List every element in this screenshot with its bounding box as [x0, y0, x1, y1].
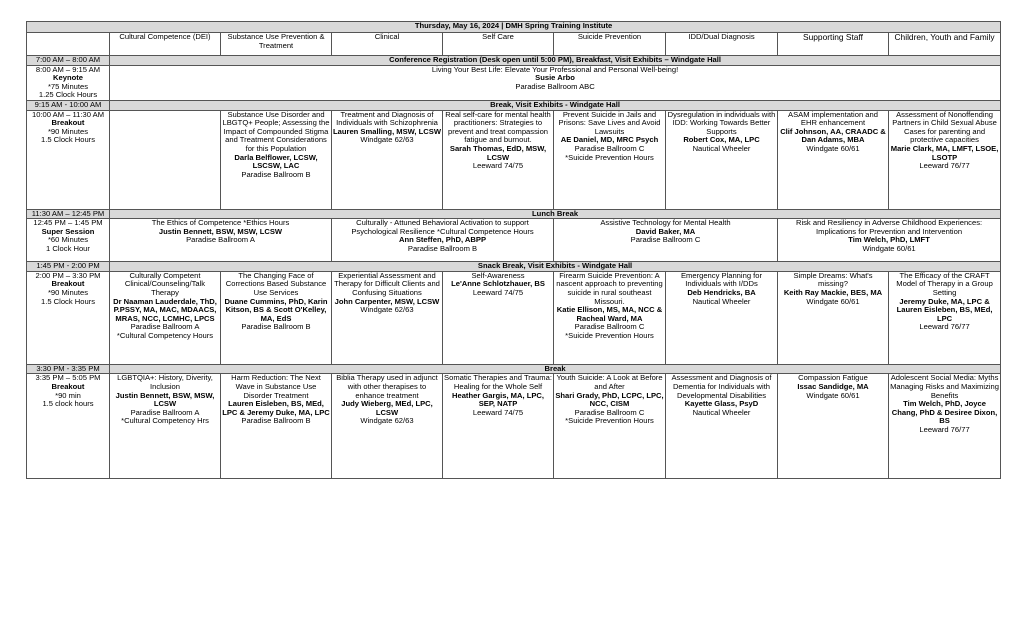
- session-room: Windgate 60/61: [806, 143, 860, 153]
- session-speaker: David Baker, MA: [635, 226, 696, 236]
- session-room: Nautical Wheeler: [692, 143, 751, 153]
- session-note: *Cultural Competency Hrs: [121, 416, 209, 426]
- break-label: Break, Visit Exhibits - Windgate Hall: [110, 100, 1001, 110]
- session-room: Paradise Ballroom A: [130, 322, 200, 332]
- clock-hours: 1.5 Clock Hours: [40, 296, 96, 306]
- time-range: 3:35 PM – 5:05 PM: [35, 373, 101, 383]
- keynote-row: [27, 65, 1001, 100]
- session-kind: Keynote: [53, 73, 83, 83]
- session-title: Simple Dreams: What's missing?: [793, 271, 873, 289]
- session-title: Assessment of Nonoffending Partners in Child Sexual Abuse Cases for parenting and protective capacities: [892, 110, 997, 145]
- session-title: Emergency Planning for Individuals with I/DDs: [680, 271, 763, 289]
- session-room: Leeward 74/75: [472, 407, 524, 417]
- session-cell: [332, 374, 443, 479]
- time-slot: 9:15 AM - 10:00 AM: [27, 100, 110, 110]
- session-kind: Breakout: [51, 381, 85, 391]
- session-speaker: Sarah Thomas, EdD, MSW, LCSW: [449, 143, 547, 162]
- session-cell: [666, 374, 778, 479]
- session-cell: [221, 271, 332, 364]
- session-cell: [443, 271, 554, 364]
- time-slot: [27, 110, 110, 209]
- session-title: Living Your Best Life: Elevate Your Professional and Personal Well-being!: [431, 65, 679, 74]
- session-title: Assessment and Diagnosis of Dementia for Individuals with Developmental Disabilities: [671, 373, 772, 400]
- session-kind: Super Session: [41, 226, 95, 236]
- time-range: 10:00 AM – 11:30 AM: [31, 110, 105, 119]
- session-title: The Ethics of Competence *Ethics Hours: [151, 218, 290, 228]
- session-room: Windgate 60/61: [806, 390, 860, 400]
- session-speaker: Issac Sandidge, MA: [797, 381, 869, 391]
- session-room: Paradise Ballroom A: [130, 407, 200, 417]
- session-cell: [110, 271, 221, 364]
- session-duration: *75 Minutes: [47, 81, 89, 91]
- session-room: Leeward 76/77: [919, 322, 970, 332]
- clock-hours: 1.5 Clock Hours: [40, 135, 96, 145]
- session-room: Windgate 60/61: [862, 243, 916, 253]
- session-speaker: Katie Ellison, MS, MA, NCC & Racheal Ward, MA: [556, 305, 663, 323]
- session-title: Self-Awareness: [471, 271, 525, 280]
- session-title: Biblia Therapy used in adjunct with other therapises to enhance treatment: [336, 373, 438, 400]
- registration-row: [27, 56, 1001, 66]
- session-cell: [554, 219, 778, 262]
- session-room: Paradise Ballroom C: [574, 322, 645, 332]
- session-title: Real self-care for mental health practitioners: Strategies to prevent and treat compassion fatigue and burnout.: [445, 110, 551, 145]
- session-cell: [221, 110, 332, 209]
- session-duration: *90 min: [55, 390, 81, 400]
- session-room: Paradise Ballroom B: [407, 243, 478, 253]
- track-header: Self Care: [443, 33, 554, 56]
- session-cell: [110, 374, 221, 479]
- session-speaker: Heather Gargis, MA, LPC, SEP, NATP: [452, 390, 544, 409]
- session-room: Paradise Ballroom C: [574, 143, 645, 153]
- session-speaker: Clif Johnson, AA, CRAADC & Dan Adams, MBA: [780, 126, 886, 145]
- track-header: Substance Use Prevention & Treatment: [221, 33, 332, 56]
- time-slot: [27, 271, 110, 364]
- track-header-row: [27, 33, 1001, 56]
- session-title: Culturally - Attuned Behavioral Activation to support Psychological Resilience *Cultural Competence Hours: [351, 218, 534, 236]
- session-speaker: Tim Welch, PhD, LMFT: [848, 235, 930, 245]
- session-room: Paradise Ballroom B: [241, 322, 311, 332]
- session-room: Windgate 60/61: [806, 296, 860, 306]
- session-note: *Cultural Competency Hours: [116, 330, 214, 340]
- session-kind: Breakout: [51, 279, 85, 289]
- session-title: Compassion Fatigue: [798, 373, 868, 383]
- track-header: Supporting Staff: [778, 33, 889, 56]
- breakout-row-3: [27, 374, 1001, 479]
- header-corner: [27, 33, 110, 56]
- session-speaker: John Carpenter, MSW, LCSW: [334, 296, 440, 306]
- session-room: Paradise Ballroom B: [241, 416, 311, 426]
- time-slot: 11:30 AM – 12:45 PM: [27, 209, 110, 219]
- session-speaker: Dr Naaman Lauderdale, ThD, P.PSSY, MA, MAC, MDAACS, MRAS, NCC, LCMHC, LPCS: [113, 296, 217, 323]
- break-label: Break: [110, 364, 1001, 374]
- session-speaker: Justin Bennett, BSW, MSW, LCSW: [158, 226, 283, 236]
- session-title: Dysregulation in individuals with IDD: Working Towards Better Supports: [667, 110, 776, 136]
- session-title: Treatment and Diagnosis of Individuals with Schizophrenia: [336, 110, 438, 128]
- track-header: Children, Youth and Family: [889, 33, 1001, 56]
- session-room: Nautical Wheeler: [692, 407, 751, 417]
- lunch-row: [27, 209, 1001, 219]
- track-header: IDD/Dual Diagnosis: [666, 33, 778, 56]
- session-title: Adolescent Social Media: Myths Managing Risks and Maximizing Benefits: [890, 373, 999, 400]
- session-title: Youth Suicide: A Look at Before and After: [556, 373, 663, 391]
- session-cell: [778, 110, 889, 209]
- session-speaker: Lauren Smalling, MSW, LCSW: [333, 126, 442, 136]
- clock-hours: 1.5 clock hours: [42, 399, 94, 409]
- session-title: Substance Use Disorder and LBGTQ+ People; Assessing the Impact of Compounded Stigma and Treatment Considerations for this Population: [222, 110, 330, 153]
- clock-hours: 1.25 Clock Hours: [38, 90, 98, 100]
- session-title: ASAM implementation and EHR enhancement: [788, 110, 878, 128]
- session-speaker: Marie Clark, MA, LMFT, LSOE, LSOTP: [890, 143, 999, 162]
- session-title: Harm Reduction: The Next Wave in Substance Use Disorder Treatment: [231, 373, 321, 400]
- session-cell: [443, 374, 554, 479]
- session-speaker: Robert Cox, MA, LPC: [683, 135, 760, 145]
- session-speaker: Shari Grady, PhD, LCPC, LPC, NCC, CISM: [555, 390, 664, 409]
- session-speaker: Le'Anne Schlotzhauer, BS: [451, 279, 545, 289]
- session-room: Leeward 74/75: [472, 161, 524, 171]
- time-range: 2:00 PM – 3:30 PM: [35, 271, 101, 280]
- session-cell: [221, 374, 332, 479]
- session-cell: [554, 374, 666, 479]
- session-speaker: Ann Steffen, PhD, ABPP: [398, 235, 487, 245]
- session-cell: [332, 271, 443, 364]
- session-cell: [443, 110, 554, 209]
- session-cell: [666, 110, 778, 209]
- session-note: *Suicide Prevention Hours: [565, 416, 654, 426]
- break-label: Snack Break, Visit Exhibits - Windgate Hall: [110, 262, 1001, 272]
- session-room: Paradise Ballroom A: [186, 235, 255, 245]
- session-cell: [889, 374, 1001, 479]
- session-speaker: Jeremy Duke, MA, LPC & Lauren Eisleben, BS, MEd, LPC: [896, 296, 993, 323]
- session-cell: [332, 219, 554, 262]
- session-cell: [889, 110, 1001, 209]
- time-slot: [27, 374, 110, 479]
- session-cell: [110, 219, 332, 262]
- session-speaker: Kayette Glass, PsyD: [684, 399, 759, 409]
- session-title: LGBTQIA+: History, Diverity, Inclusion: [117, 373, 213, 391]
- session-note: *Suicide Prevention Hours: [565, 330, 654, 340]
- session-title: Prevent Suicide in Jails and Prisons: Save Lives and Avoid Lawsuits: [558, 110, 661, 136]
- session-speaker: Susie Arbo: [535, 73, 575, 83]
- time-range: 12:45 PM – 1:45 PM: [33, 218, 103, 228]
- keynote-session: [110, 65, 1001, 100]
- time-slot: [27, 219, 110, 262]
- session-room: Paradise Ballroom C: [574, 407, 645, 417]
- session-speaker: Duane Cummins, PhD, Karin Kitson, BS & Scott O'Kelley, MA, EdS: [224, 296, 328, 323]
- track-header: Clinical: [332, 33, 443, 56]
- time-slot: 1:45 PM - 2:00 PM: [27, 262, 110, 272]
- session-cell: [778, 219, 1001, 262]
- session-speaker: Keith Ray Mackie, BES, MA: [783, 287, 883, 297]
- session-title: The Changing Face of Corrections Based Substance Use Services: [225, 271, 327, 297]
- session-room: Leeward 76/77: [919, 424, 970, 434]
- registration-label: Conference Registration (Desk open until 5:00 PM), Breakfast, Visit Exhibits – Windgate Hall: [110, 56, 1001, 66]
- session-cell: [554, 110, 666, 209]
- session-room: Windgate 62/63: [360, 135, 414, 145]
- session-room: Nautical Wheeler: [692, 296, 751, 306]
- time-slot: 3:30 PM - 3:35 PM: [27, 364, 110, 374]
- session-cell: [778, 374, 889, 479]
- clock-hours: 1 Clock Hour: [46, 243, 90, 253]
- time-slot: 7:00 AM – 8:00 AM: [27, 56, 110, 66]
- session-room: Paradise Ballroom ABC: [515, 81, 595, 91]
- breakout-row-2: [27, 271, 1001, 364]
- break-row: [27, 364, 1001, 374]
- breakout-row-1: [27, 110, 1001, 209]
- session-speaker: Lauren Eisleben, BS, MEd, LPC & Jeremy Duke, MA, LPC: [222, 399, 330, 417]
- session-speaker: Judy Wieberg, MEd, LPC, LCSW: [341, 399, 433, 417]
- session-speaker: Darla Belflower, LCSW, LSCSW, LAC: [234, 152, 318, 171]
- snack-break-row: [27, 262, 1001, 272]
- session-title: Somatic Therapies and Trauma: Healing for the Whole Self: [444, 373, 552, 391]
- session-cell: [778, 271, 889, 364]
- schedule-table: [26, 21, 1001, 479]
- session-cell: [889, 271, 1001, 364]
- break-label: Lunch Break: [110, 209, 1001, 219]
- session-speaker: Tim Welch, PhD, Joyce Chang, PhD & Desiree Dixon, BS: [891, 399, 998, 426]
- session-title: Assistive Technology for Mental Health: [600, 218, 731, 228]
- session-room: Leeward 74/75: [472, 287, 524, 297]
- session-cell: [554, 271, 666, 364]
- session-note: *Suicide Prevention Hours: [565, 152, 654, 162]
- session-room: Paradise Ballroom C: [630, 235, 701, 245]
- session-title: Risk and Resiliency in Adverse Childhood Experiences: Implications for Prevention and Intervention: [795, 218, 983, 236]
- session-title: The Efficacy of the CRAFT Model of Therapy in a Group Setting: [896, 271, 993, 297]
- session-cell: [332, 110, 443, 209]
- page-title: Thursday, May 16, 2024 | DMH Spring Training Institute: [27, 22, 1001, 33]
- session-title: Firearm Suicide Prevention: A nascent approach to preventing suicide in rural southeast Missouri.: [556, 271, 663, 306]
- session-speaker: AE Daniel, MD, MRC Psych: [560, 135, 659, 145]
- super-session-row: [27, 219, 1001, 262]
- session-title: Culturally Competent Clinical/Counseling/Talk Therapy: [124, 271, 206, 297]
- session-room: Leeward 76/77: [919, 161, 970, 171]
- session-room: Paradise Ballroom B: [241, 169, 311, 179]
- session-kind: Breakout: [51, 118, 85, 128]
- break-row: [27, 100, 1001, 110]
- session-speaker: Deb Hendricks, BA: [687, 287, 756, 297]
- session-duration: *90 Minutes: [47, 287, 89, 297]
- session-room: Windgate 62/63: [360, 416, 414, 426]
- session-duration: *90 Minutes: [47, 126, 89, 136]
- track-header: Cultural Competence (DEI): [110, 33, 221, 56]
- track-header: Suicide Prevention: [554, 33, 666, 56]
- session-title: Experiential Assessment and Therapy for Difficult Clients and Confusing Situations: [334, 271, 440, 297]
- time-slot: [27, 65, 110, 100]
- session-cell: [110, 110, 221, 209]
- session-speaker: Justin Bennett, BSW, MSW, LCSW: [115, 390, 215, 409]
- session-cell: [666, 271, 778, 364]
- session-room: Windgate 62/63: [360, 305, 414, 315]
- session-duration: *60 Minutes: [47, 235, 89, 245]
- time-range: 8:00 AM – 9:15 AM: [35, 65, 101, 74]
